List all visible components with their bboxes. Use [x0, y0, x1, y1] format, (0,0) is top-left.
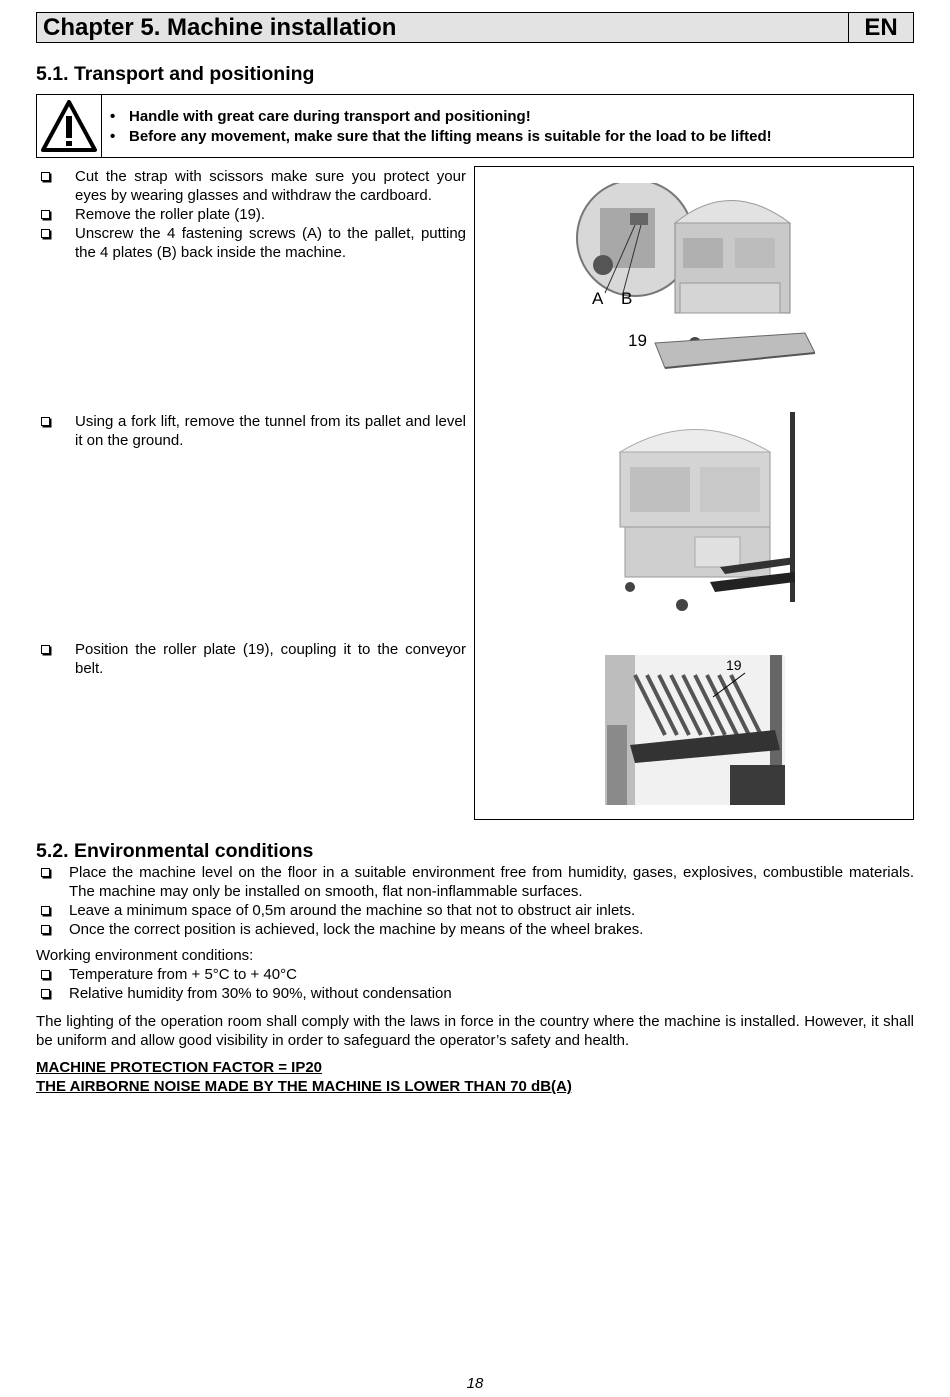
step-roller-plate — [36, 640, 466, 678]
list-item: Unscrew the 4 fastening screws (A) to the pallet, putting the 4 plates (B) back inside the machine. — [36, 224, 466, 262]
warning-item: • Before any movement, make sure that the lifting means is suitable for the load to be lifted! — [110, 127, 772, 147]
list-item: Temperature from + 5°C to + 40°C — [36, 965, 914, 984]
checkbox-bullet-icon — [41, 868, 50, 877]
list-item: Relative humidity from 30% to 90%, without condensation — [36, 984, 914, 1003]
checkbox-bullet-icon — [41, 210, 50, 219]
roller-plate-photo — [605, 655, 785, 805]
machine-on-pallet-photo — [575, 183, 815, 383]
chapter-header — [36, 12, 914, 43]
warning-icon — [37, 95, 102, 157]
list-item: Remove the roller plate (19). — [36, 205, 466, 224]
step-forklift — [36, 412, 466, 450]
chapter-title: Chapter 5. Machine installation — [43, 14, 397, 41]
working-conditions-list — [36, 965, 914, 1003]
warning-box — [36, 94, 914, 158]
checkbox-bullet-icon — [41, 172, 50, 181]
figure-panel — [474, 166, 914, 820]
checkbox-bullet-icon — [41, 925, 50, 934]
protection-factor-notice: MACHINE PROTECTION FACTOR = IP20 — [36, 1059, 323, 1076]
forklift-photo — [600, 412, 800, 617]
language-code: EN — [848, 13, 913, 42]
figure-label-19: 19 — [628, 331, 647, 350]
warning-list — [102, 95, 772, 157]
page-number: 18 — [466, 1375, 484, 1392]
section-title-environment: 5.2. Environmental conditions — [36, 840, 314, 862]
step-list-unpacking — [36, 167, 466, 262]
figure-label-a: A — [592, 289, 604, 308]
checkbox-bullet-icon — [41, 417, 50, 426]
list-item: Place the machine level on the floor in a suitable environment free from humidity, gases, explosives, combustible materials. The machine may only be installed on smooth, flat non-inflammable surfaces. — [36, 863, 914, 901]
figure-label-b: B — [621, 289, 633, 308]
environment-requirements — [36, 863, 914, 939]
warning-item: • Handle with great care during transport and positioning! — [110, 107, 772, 127]
checkbox-bullet-icon — [41, 229, 50, 238]
section-title-transport: 5.1. Transport and positioning — [36, 63, 315, 85]
list-item: Once the correct position is achieved, lock the machine by means of the wheel brakes. — [36, 920, 914, 939]
list-item: Using a fork lift, remove the tunnel from its pallet and level it on the ground. — [36, 412, 466, 450]
working-conditions-label: Working environment conditions: — [36, 947, 254, 964]
list-item: Cut the strap with scissors make sure you protect your eyes by wearing glasses and withdraw the cardboard. — [36, 167, 466, 205]
figure-label-19: 19 — [726, 657, 742, 673]
checkbox-bullet-icon — [41, 970, 50, 979]
checkbox-bullet-icon — [41, 906, 50, 915]
checkbox-bullet-icon — [41, 645, 50, 654]
lighting-paragraph: The lighting of the operation room shall comply with the laws in force in the country where the machine is installed. However, it shall be uniform and allow good visibility in order to safeguard the operator’s safety and health. — [36, 1013, 914, 1049]
list-item: Leave a minimum space of 0,5m around the machine so that not to obstruct air inlets. — [36, 901, 914, 920]
list-item: Position the roller plate (19), coupling it to the conveyor belt. — [36, 640, 466, 678]
noise-level-notice: THE AIRBORNE NOISE MADE BY THE MACHINE IS LOWER THAN 70 dB(A) — [36, 1078, 572, 1095]
checkbox-bullet-icon — [41, 989, 50, 998]
